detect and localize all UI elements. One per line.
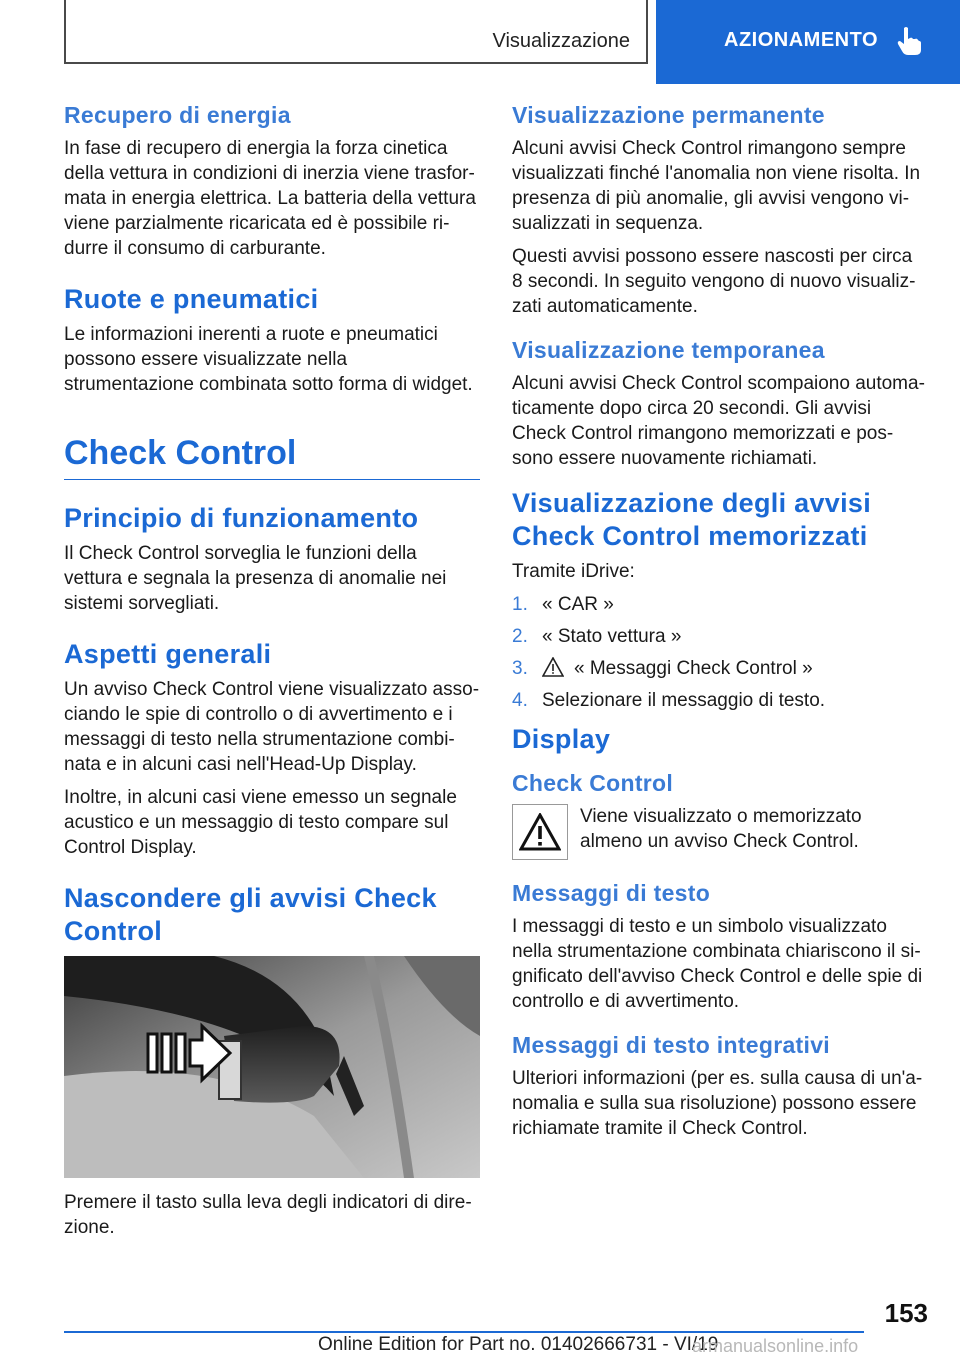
section-heading: Recupero di energia — [64, 102, 291, 128]
section-heading: Visualizzazione temporanea — [512, 337, 825, 363]
paragraph: I messaggi di testo e un simbolo visualizzato nella strumentazione combinata chiariscono il significato dell'avviso Check Control e delle spie di controllo e di avvertimento. — [512, 916, 923, 1012]
section-heading: Check Control — [512, 770, 674, 796]
left-column — [64, 100, 480, 1248]
list-item: 2. « Stato vettura » — [512, 626, 682, 647]
section-heading: Messaggi di testo — [512, 880, 711, 906]
warning-triangle-icon — [542, 657, 564, 677]
section-heading: Messaggi di testo integrativi — [512, 1032, 830, 1058]
list-item: 4. Selezionare il messaggio di testo. — [512, 690, 826, 711]
section-heading: Display — [512, 724, 611, 754]
right-column — [512, 100, 928, 1149]
list-item: 3. « Messaggi Check Control » — [512, 658, 813, 679]
footer-divider — [64, 1331, 864, 1333]
turn-signal-lever-illustration — [64, 956, 480, 1178]
section-heading: Visualizzazione degli avvisi Check Control memorizzati — [512, 488, 872, 551]
chapter-tab-label: AZIONAMENTO — [724, 29, 879, 51]
paragraph: In fase di recupero di energia la forza cinetica della vettura in condizioni di inerzia viene trasformata in energia elettrica. La batteria della vettura viene parzialmente ricaricata ed è possibile ridurre il consumo di carburante. — [64, 138, 476, 259]
paragraph: Le informazioni inerenti a ruote e pneumatici possono essere visualizzate nella strumentazione combinata sotto forma di widget. — [64, 324, 473, 395]
page-number: 153 — [884, 1298, 928, 1328]
section-heading: Visualizzazione permanente — [512, 102, 825, 128]
header-chapter-tab[interactable] — [656, 0, 960, 84]
paragraph: Alcuni avvisi Check Control scompaiono automaticamente dopo circa 20 secondi. Gli avvisi Check Control rimangono memorizzati e possono essere nuovamente richiamati. — [512, 373, 925, 469]
paragraph: Un avviso Check Control viene visualizzato associando le spie di controllo o di avvertimento e i messaggi di testo nella strumentazione combinata e in alcuni casi nell'Head-Up Display. — [64, 679, 480, 775]
section-heading: Aspetti generali — [64, 639, 272, 669]
warning-triangle-icon — [512, 804, 568, 860]
paragraph: Viene visualizzato o memorizzato almeno un avviso Check Control. — [580, 806, 862, 852]
watermark: armanualsonline.info — [692, 1336, 859, 1356]
paragraph: Ulteriori informazioni (per es. sulla causa di un'anomalia e sulla sua risoluzione) possono essere richiamate tramite il Check Control. — [512, 1068, 923, 1139]
image-caption: Premere il tasto sulla leva degli indicatori di direzione. — [64, 1192, 472, 1238]
list-item: 1. « CAR » — [512, 594, 614, 615]
pointing-hand-icon — [896, 26, 922, 56]
header-section-title: Visualizzazione — [492, 30, 630, 52]
edition-note: Online Edition for Part no. 01402666731 - VI/19 — [318, 1334, 719, 1355]
idrive-steps-list — [512, 592, 928, 713]
paragraph: Inoltre, in alcuni casi viene emesso un segnale acustico e un messaggio di testo compare sul Control Display. — [64, 787, 457, 858]
paragraph: Alcuni avvisi Check Control rimangono sempre visualizzati finché l'anomalia non viene risolta. In presenza di più anomalie, gli avvisi vengono visualizzati in sequenza. — [512, 138, 921, 234]
section-heading: Ruote e pneumatici — [64, 284, 319, 314]
paragraph: Tramite iDrive: — [512, 561, 635, 582]
check-control-symbol-row — [512, 804, 928, 860]
chapter-heading-block — [64, 431, 480, 480]
section-heading: Principio di funzionamento — [64, 503, 419, 533]
chapter-title: Check Control — [64, 434, 297, 472]
section-heading: Nascondere gli avvisi Check Control — [64, 883, 437, 946]
paragraph: Il Check Control sorveglia le funzioni della vettura e segnala la presenza di anomalie nei sistemi sorvegliati. — [64, 543, 447, 614]
paragraph: Questi avvisi possono essere nascosti per circa 8 secondi. In seguito vengono di nuovo visualizzati automaticamente. — [512, 246, 916, 317]
